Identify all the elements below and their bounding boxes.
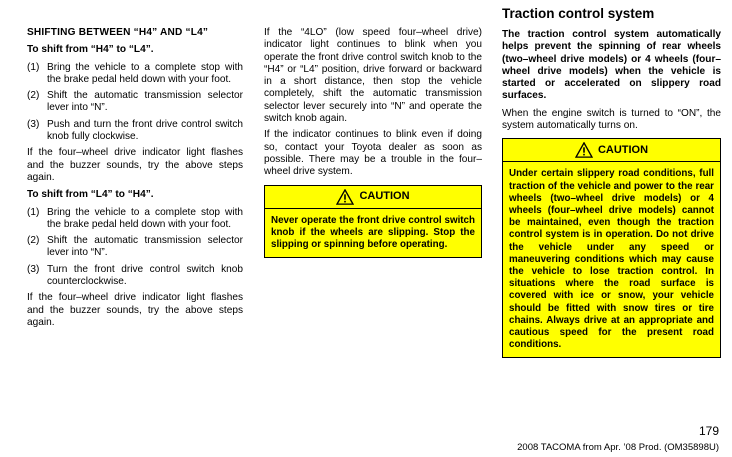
caution-header <box>265 186 481 209</box>
caution-box <box>264 185 482 259</box>
step-number: (3) <box>27 263 40 275</box>
caution-box <box>502 138 721 358</box>
step-text: Shift the automatic transmission selector lever into “N”. <box>47 235 243 259</box>
subheading-h4-to-l4: To shift from “H4” to “L4”. <box>27 44 154 56</box>
step-number: (2) <box>27 90 40 102</box>
step-text: Push and turn the front drive control switch knob fully clockwise. <box>47 118 243 143</box>
paragraph: If the indicator continues to blink even if doing so, contact your Toyota dealer as soon as possible. There may be a trouble in the four–wheel drive system. <box>264 129 482 178</box>
right-column <box>502 6 721 358</box>
step-item <box>27 235 243 260</box>
paragraph: When the engine switch is turned to “ON”, the system automatically turns on. <box>502 107 721 132</box>
section-title: Traction control system <box>502 6 655 21</box>
caution-text: Under certain slippery road conditions, full traction of the vehicle and power to the rear wheels (two–wheel drive models) or 4 wheels (four–wheel drive models) cannot be maintained, even though the traction control system is in operation. Do not drive the vehicle under any speed or maneuvering conditions which may cause the vehicle to lose traction control. In situations where the road surface is covered with ice or snow, your vehicle should be fitted with snow tires or tire chains. Always drive at an appropriate and cautious speed for the present road conditions. <box>509 168 714 351</box>
caution-label: CAUTION <box>359 190 410 203</box>
subheading-l4-to-h4: To shift from “L4” to “H4”. <box>27 189 154 201</box>
step-item <box>27 90 243 115</box>
paragraph: If the four–wheel drive indicator light flashes and the buzzer sounds, try the above steps again. <box>27 292 243 328</box>
step-number: (3) <box>27 118 40 130</box>
step-text: Bring the vehicle to a complete stop with the brake pedal held down with your foot. <box>47 206 243 230</box>
steps-h4-to-l4 <box>27 62 243 144</box>
intro-paragraph: The traction control system automatically helps prevent the spinning of rear wheels (two–wheel drive models) or 4 wheels (four–wheel drive models) when the vehicle is started or accelerated on slippery road surfaces. <box>502 29 721 102</box>
paragraph: If the “4LO” (low speed four–wheel drive) indicator light continues to blink when you operate the front drive control switch knob to the “H4” or “L4” position, drive forward or backward in a short distance, then stop the vehicle completely, shift the automatic transmission selector lever securely into “N” and operate the switch knob again. <box>264 27 482 125</box>
step-text: Shift the automatic transmission selector lever into “N”. <box>47 90 243 114</box>
step-number: (1) <box>27 206 40 218</box>
paragraph: If the four–wheel drive indicator light flashes and the buzzer sounds, try the above steps again. <box>27 147 243 183</box>
caution-header <box>503 139 720 162</box>
step-number: (1) <box>27 61 40 73</box>
warning-triangle-icon <box>336 189 354 205</box>
step-item <box>27 119 243 144</box>
step-text: Turn the front drive control switch knob counterclockwise. <box>47 263 243 288</box>
step-item <box>27 207 243 232</box>
section-heading: SHIFTING BETWEEN “H4” AND “L4” <box>27 27 209 38</box>
step-item <box>27 62 243 87</box>
step-item <box>27 264 243 289</box>
caution-label: CAUTION <box>597 144 649 157</box>
caution-text: Never operate the front drive control switch knob if the wheels are slipping. Stop the slipping or spinning before operating. <box>271 214 475 250</box>
warning-triangle-icon <box>575 142 593 158</box>
step-text: Bring the vehicle to a complete stop with the brake pedal held down with your foot. <box>47 61 243 85</box>
steps-l4-to-h4 <box>27 207 243 289</box>
middle-column <box>264 27 482 258</box>
page-number: 179 <box>698 424 719 438</box>
left-column <box>27 27 243 333</box>
step-number: (2) <box>27 235 40 247</box>
footer-text: 2008 TACOMA from Apr. ’08 Prod. (OM35898U) <box>517 442 719 453</box>
